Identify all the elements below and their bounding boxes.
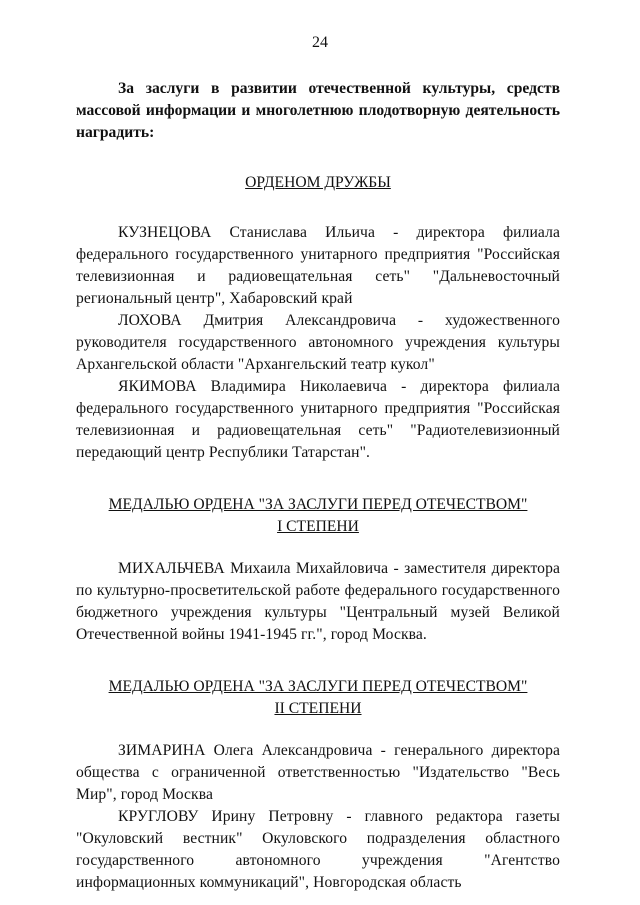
section-heading-degree: II СТЕПЕНИ	[274, 700, 362, 717]
award-entry-kruglova: КРУГЛОВУ Ирину Петровну - главного редактора газеты "Окуловский вестник" Окуловского подразделения областного государственного автономного учреждения "Агентство информационных коммуникаций", Новгородская область	[76, 808, 560, 891]
document-body	[76, 78, 560, 894]
award-entry-zimarin: ЗИМАРИНА Олега Александровича - генерального директора общества с ограниченной ответственностью "Издательство "Весь Мир", город Москва	[76, 742, 560, 803]
award-entry-kuznetsov: КУЗНЕЦОВА Станислава Ильича - директора филиала федерального государственного унитарного предприятия "Российская телевизионная и радиовещательная сеть" "Дальневосточный региональный центр", Хабаровский край	[76, 224, 560, 307]
section-heading-medal-second-degree	[76, 676, 560, 720]
section-heading-medal-first-degree	[76, 494, 560, 538]
page-number: 24	[312, 34, 328, 51]
award-entry-mikhalchev: МИХАЛЬЧЕВА Михаила Михайловича - заместителя директора по культурно-просветительской работе федерального государственного бюджетного учреждения культуры "Центральный музей Великой Отечественной войны 1941-1945 гг.", город Москва.	[76, 560, 560, 643]
award-entry-lokhov: ЛОХОВА Дмитрия Александровича - художественного руководителя государственного автономного учреждения культуры Архангельской области "Архангельский театр кукол"	[76, 312, 560, 373]
award-entry-yakimov: ЯКИМОВА Владимира Николаевича - директора филиала федерального государственного унитарного предприятия "Российская телевизионная и радиовещательная сеть" "Радиотелевизионный передающий центр Республики Татарстан".	[76, 378, 560, 461]
section-heading-degree: I СТЕПЕНИ	[277, 518, 359, 535]
section-heading-order-of-friendship	[76, 172, 560, 194]
section-heading-line: МЕДАЛЬЮ ОРДЕНА "ЗА ЗАСЛУГИ ПЕРЕД ОТЕЧЕСТВОМ"	[108, 678, 528, 695]
section-heading-line: МЕДАЛЬЮ ОРДЕНА "ЗА ЗАСЛУГИ ПЕРЕД ОТЕЧЕСТВОМ"	[108, 496, 528, 513]
section-heading-line: ОРДЕНОМ ДРУЖБЫ	[245, 174, 391, 191]
award-decree-intro: За заслуги в развитии отечественной культуры, средств массовой информации и многолетнюю плодотворную деятельность наградить:	[76, 80, 560, 141]
